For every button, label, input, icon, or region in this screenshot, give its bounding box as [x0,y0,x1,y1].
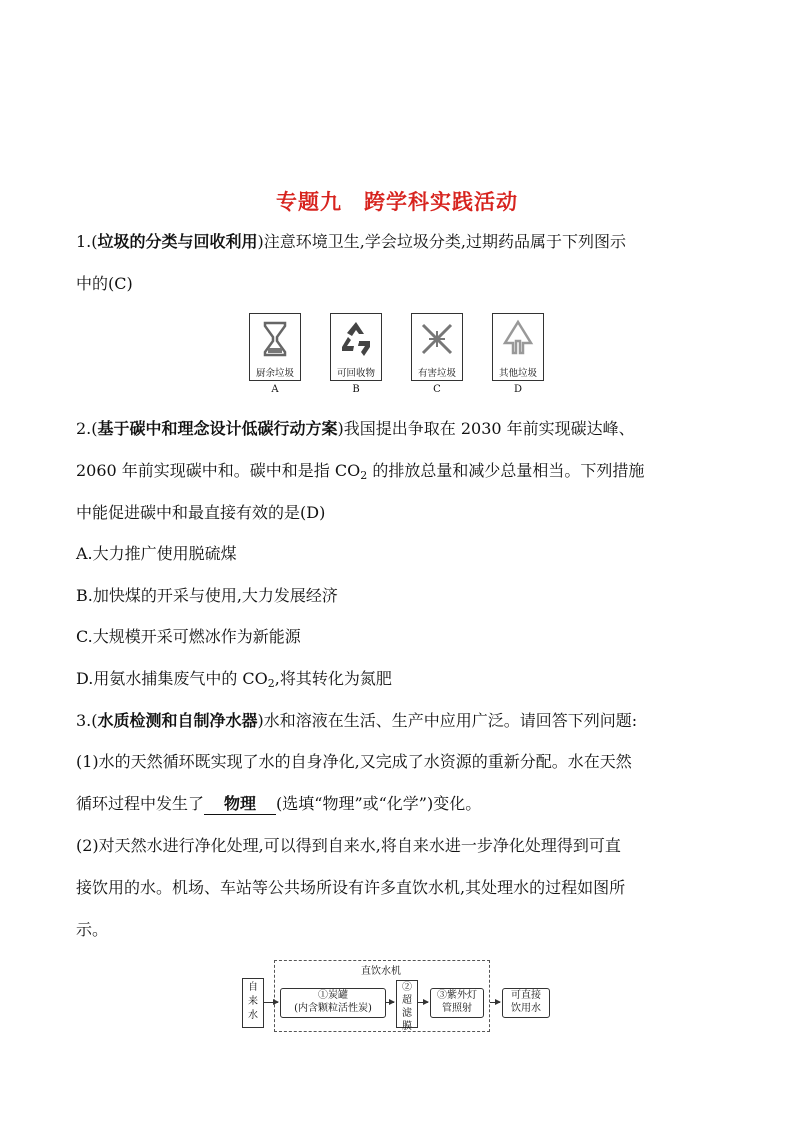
answer-blank: 物理 [204,794,276,815]
arrow [386,1002,394,1003]
q2-option-b: B.加快煤的开采与使用,大力发展经济 [76,586,338,605]
q2-number: 2.( [76,419,98,438]
q1-text: )注意环境卫生,学会垃圾分类,过期药品属于下列图示 [257,232,626,251]
q2-text: )我国提出争取在 2030 年前实现碳达峰、 [337,419,635,438]
q3-p2-line-3: 示。 [76,920,109,939]
q2-option-d: D.用氨水捕集废气中的 $CO_2$,将其转化为氮肥 [76,669,392,690]
q3-p1-line-1: (1)水的天然循环既实现了水的自身净化,又完成了水资源的重新分配。水在天然 [76,752,632,771]
drinking-water-box: 可直接 饮用水 [502,988,550,1018]
q1-line-2: 中的(C) [76,274,133,293]
bin-label: 有害垃圾 [417,368,456,379]
bin-label: 其他垃圾 [498,368,537,379]
bin-letter: D [513,384,523,395]
q2-option-c: C.大规模开采可燃冰作为新能源 [76,627,301,646]
bin-option-d [492,313,544,395]
q2-line-3: 中能促进碳中和最直接有效的是(D) [76,503,326,522]
hazard-cross-icon [415,317,459,361]
bin-option-b [330,313,382,395]
bin-option-c [411,313,463,395]
uv-lamp-box: ③紫外灯 管照射 [430,988,484,1018]
q2-line-1 [76,417,635,441]
bin-label: 厨余垃圾 [255,368,294,379]
q1-topic: 垃圾的分类与回收利用 [97,232,258,251]
q3-p2-line-2: 接饮用的水。机场、车站等公共场所设有许多直饮水机,其处理水的过程如图所 [76,878,626,897]
bin-label: 可回收物 [336,368,375,379]
q3-text: )水和溶液在生活、生产中应用广泛。请回答下列问题: [257,711,638,730]
tree-icon [496,317,540,361]
arrow [418,1002,428,1003]
bin-letter: B [352,384,360,395]
q3-p1-line-2: 循环过程中发生了 物理 (选填“物理”或“化学”)变化。 [76,794,482,813]
q1-number: 1.( [76,232,98,251]
q3-number: 3.( [76,711,98,730]
q2-option-a: A.大力推广使用脱硫煤 [76,544,237,563]
purifier-group-title: 直饮水机 [361,966,401,977]
carbon-tank-box: ①炭罐 (内含颗粒活性炭) [280,988,386,1018]
page-title: 专题九 跨学科实践活动 [276,190,518,214]
bin-option-a [249,313,301,395]
q1-line-1 [76,230,626,254]
hourglass-icon [253,317,297,361]
tap-water-box: 自来水 [242,978,264,1028]
bin-letter: C [433,384,441,395]
waste-bin-options [249,313,549,403]
q2-line-2: 2060 年前实现碳中和。碳中和是指 $CO_2$ 的排放总量和减少总量相当。下列措施 [76,461,645,482]
arrow [490,1002,500,1003]
bin-letter: A [271,384,279,395]
ultrafiltration-box: ②超滤膜 [396,980,418,1028]
q3-line-1 [76,709,637,733]
q3-p2-line-1: (2)对天然水进行净化处理,可以得到自来水,将自来水进一步净化处理得到可直 [76,836,621,855]
q3-topic: 水质检测和自制净水器 [97,711,258,730]
recycle-icon [334,317,378,361]
arrow [264,1002,278,1003]
q2-topic: 基于碳中和理念设计低碳行动方案 [97,419,338,438]
water-purifier-flow-diagram [238,956,558,1036]
